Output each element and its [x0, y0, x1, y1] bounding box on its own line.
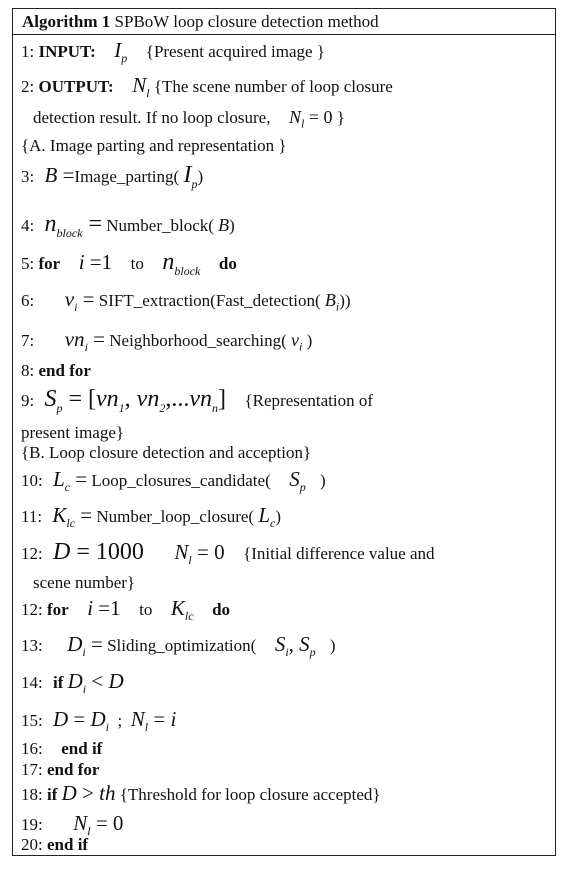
- do-keyword: do: [212, 600, 231, 619]
- math-sp-vector: $S_p = [vn_1$, $vn_2,...vn_n$]: [44, 386, 226, 415]
- line-number: 13:: [21, 636, 43, 655]
- line-3: 3: B =Image_parting( $I_p$): [21, 162, 204, 191]
- line-12: [21, 539, 435, 570]
- section-b-comment: {B. Loop closure detection and acception}: [21, 443, 312, 462]
- math-nblock: $n_{block}$ =: [44, 211, 103, 240]
- sift-extraction-func: SIFT_extraction(Fast_detection(: [98, 291, 321, 310]
- math-ip: $I_p$: [114, 38, 128, 66]
- line-number: 8:: [21, 361, 35, 380]
- line-number: 16:: [21, 739, 43, 758]
- math-ip: $I_p$: [183, 162, 198, 191]
- math-si-sp: $S_i$, $S_p$: [274, 632, 316, 660]
- math-d-init: D = 1000: [52, 539, 144, 565]
- algorithm-box: [12, 8, 556, 856]
- line-number: 2:: [21, 77, 35, 96]
- to-keyword: to: [130, 254, 144, 273]
- initial-difference-value: 1000: [95, 539, 144, 565]
- math-nl-eq-i: $N_l = i$: [130, 707, 177, 735]
- math-klc: $K_{lc}$: [170, 596, 194, 624]
- math-nl-zero: $N_l = 0$: [73, 811, 124, 839]
- line-number: 6:: [21, 291, 35, 310]
- line-number: 3:: [21, 167, 35, 186]
- end-for-keyword: end for: [38, 361, 91, 380]
- line-number: 4:: [21, 216, 35, 235]
- line-12-for: [21, 598, 230, 626]
- input-comment: {Present acquired image }: [145, 42, 325, 61]
- if-keyword: if: [46, 785, 58, 804]
- line-13: 13: $D_i$ = Sliding_optimization( $S_i$, $S_p$ ): [21, 632, 336, 660]
- line-number: 12:: [21, 600, 43, 619]
- math-nl-zero: $N_l = 0$: [288, 107, 333, 131]
- math-b: B: [218, 215, 230, 235]
- math-vi: $v_i$: [291, 330, 303, 354]
- section-a-comment: {A. Image parting and representation }: [21, 136, 287, 155]
- if-keyword: if: [52, 673, 64, 692]
- line-number: 20:: [21, 835, 43, 854]
- line-number: 5:: [21, 254, 35, 273]
- algorithm-label: Algorithm 1: [22, 12, 111, 31]
- threshold-comment: {Threshold for loop closure accepted}: [119, 785, 381, 804]
- line-number: 18:: [21, 785, 43, 804]
- math-di-lt-d: $D_i < D$: [67, 669, 124, 697]
- math-nl: $N_l$: [132, 73, 150, 101]
- line-1: [21, 40, 325, 68]
- for-keyword: for: [38, 254, 61, 273]
- representation-comment: {Representation of: [244, 391, 374, 410]
- end-for-keyword: end for: [46, 760, 100, 779]
- line-number: 11:: [21, 507, 43, 526]
- line-9-continued: present image}: [21, 423, 125, 442]
- threshold-symbol: th: [99, 781, 116, 805]
- initial-value-comment: {Initial difference value and: [243, 544, 435, 563]
- line-number: 15:: [21, 711, 43, 730]
- line-16: [21, 739, 102, 759]
- output-comment-continued: detection result. If no loop closure,: [33, 108, 271, 127]
- line-number: 17:: [21, 760, 43, 779]
- algorithm-title: SPBoW loop closure detection method: [114, 12, 379, 31]
- number-block-func: Number_block(: [106, 216, 214, 235]
- algorithm-header: [13, 9, 555, 35]
- number-loop-closure-func: Number_loop_closure(: [96, 507, 255, 526]
- image-parting-func: Image_parting(: [74, 167, 180, 186]
- line-18: [21, 783, 381, 805]
- neighborhood-searching-func: Neighborhood_searching(: [109, 331, 287, 350]
- to-keyword: to: [139, 600, 153, 619]
- math-di: $D_i$ =: [67, 632, 103, 660]
- math-bi: $B_i$: [324, 290, 340, 314]
- line-9: [21, 386, 374, 418]
- line-10: 10: $L_c$ = Loop_closures_candidate( $S_p$ ): [21, 467, 326, 495]
- loop-closures-candidate-func: Loop_closures_candidate(: [91, 471, 271, 490]
- sliding-optimization-func: Sliding_optimization(: [107, 636, 257, 655]
- line-number: 10:: [21, 471, 43, 490]
- line-number: 12:: [21, 544, 43, 563]
- math-vi: $v_i$ =: [64, 287, 95, 315]
- for-keyword: for: [46, 600, 69, 619]
- math-d-gt-th: D > th: [61, 781, 116, 805]
- end-if-keyword: end if: [46, 835, 89, 854]
- math-klc: $K_{lc}$ =: [52, 503, 93, 531]
- math-i-eq-1: i =1: [87, 596, 121, 620]
- line-11: 11: $K_{lc}$ = Number_loop_closure( $L_c$): [21, 503, 281, 531]
- math-b-assign: B =: [44, 163, 75, 187]
- line-8: [21, 361, 91, 381]
- math-vni: $vn_i$ =: [64, 327, 105, 355]
- line-15: 15: $D = D_i$ ; $N_l = i$: [21, 707, 177, 735]
- line-17: [21, 760, 99, 780]
- line-2-continued: detection result. If no loop closure, $N_l = 0$ }: [33, 107, 345, 131]
- math-lc: $L_c$: [258, 503, 276, 531]
- line-number: 1:: [21, 42, 35, 61]
- line-2: [21, 75, 393, 103]
- line-14: [21, 671, 124, 699]
- line-20: [21, 835, 88, 855]
- line-5: [21, 249, 237, 281]
- end-if-keyword: end if: [61, 739, 103, 758]
- output-keyword: OUTPUT:: [38, 77, 114, 96]
- output-comment: {The scene number of loop closure: [153, 77, 393, 96]
- line-number: 14:: [21, 673, 43, 692]
- math-i-eq-1: i =1: [78, 250, 113, 274]
- line-number: 7:: [21, 331, 35, 350]
- line-12-continued: scene number}: [33, 573, 136, 592]
- line-number: 9:: [21, 391, 35, 410]
- line-number: 19:: [21, 815, 43, 834]
- input-keyword: INPUT:: [38, 42, 96, 61]
- line-4: 4: $n_{block}$ = Number_block( B): [21, 211, 235, 240]
- line-6: 6: $v_i$ = SIFT_extraction(Fast_detection( $B_i$)): [21, 287, 351, 315]
- math-d-eq-di: $D = D_i$: [52, 707, 110, 735]
- math-sp: $S_p$: [289, 467, 306, 495]
- math-nblock: $n_{block}$: [162, 249, 201, 278]
- do-keyword: do: [218, 254, 237, 273]
- line-7: 7: $vn_i$ = Neighborhood_searching( $v_i$ ): [21, 327, 313, 355]
- math-nl-zero: $N_l = 0$: [174, 540, 225, 568]
- math-lc: $L_c$ =: [52, 467, 88, 495]
